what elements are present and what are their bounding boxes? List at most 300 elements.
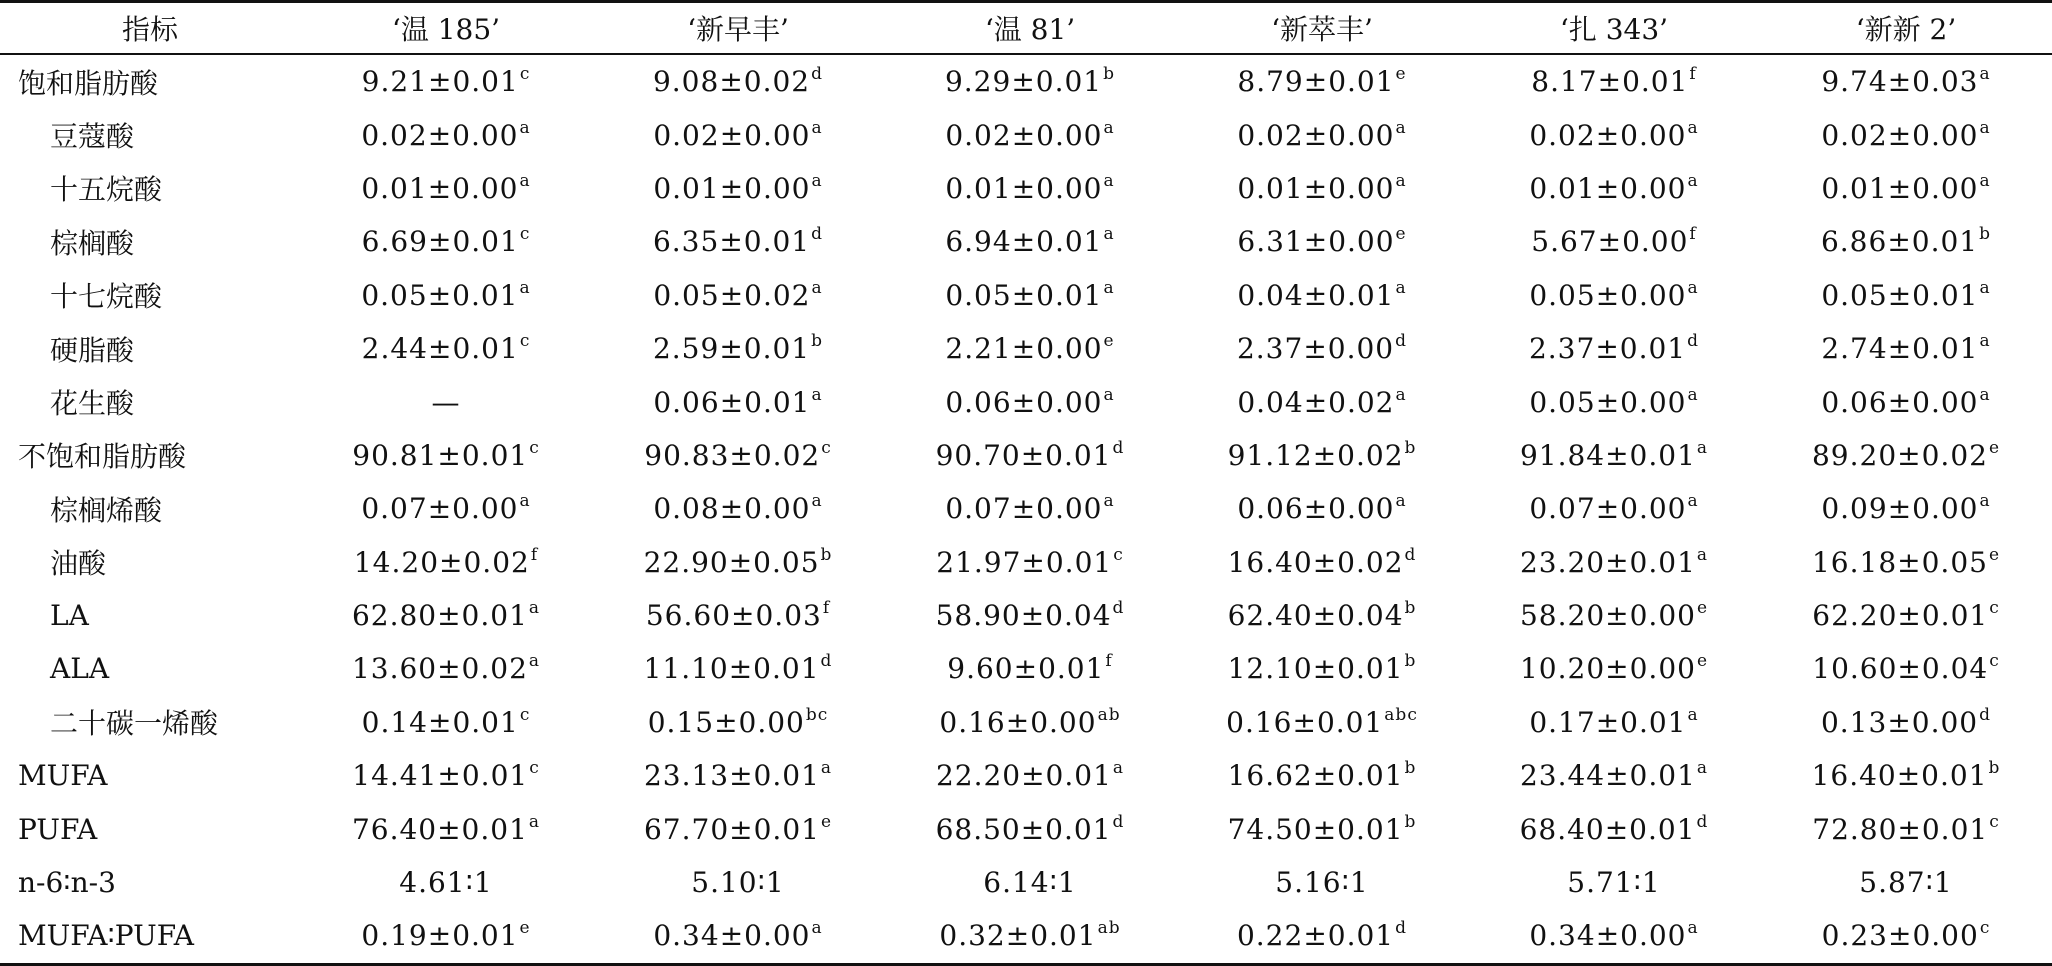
table-cell: [1468, 856, 1760, 909]
cell-value: 67.70±0.01: [643, 812, 820, 846]
significance-letter: b: [1404, 811, 1417, 832]
significance-letter: a: [811, 170, 823, 191]
table-cell: [1468, 802, 1760, 855]
cell-value: 0.05±0.00: [1529, 278, 1687, 312]
row-label: 硬脂酸: [50, 333, 135, 367]
cell-value: 0.02±0.00: [1821, 118, 1979, 152]
table-cell: [1760, 802, 2052, 855]
significance-letter: b: [1103, 64, 1116, 85]
significance-letter: c: [529, 437, 540, 458]
cell-value: 10.60±0.04: [1812, 652, 1989, 686]
table-row: [0, 54, 2052, 108]
cell-value: 5.10∶1: [691, 866, 785, 900]
significance-letter: b: [1979, 224, 1992, 245]
table-row: [0, 108, 2052, 161]
table-cell: [1468, 108, 1760, 161]
table-cell: [1468, 536, 1760, 589]
table-cell: [1468, 642, 1760, 695]
significance-letter: bc: [805, 704, 829, 725]
table-cell: [1468, 749, 1760, 802]
significance-letter: a: [519, 277, 531, 298]
table-row: [0, 322, 2052, 375]
table-cell: [592, 642, 884, 695]
table-cell: [300, 375, 592, 428]
table-cell: [884, 269, 1176, 322]
table-cell: [1176, 589, 1468, 642]
significance-letter: a: [1687, 117, 1699, 138]
cell-value: 2.44±0.01: [361, 332, 519, 366]
table-cell: [1176, 162, 1468, 215]
table-cell: [1760, 856, 2052, 909]
cell-value: 89.20±0.02: [1811, 438, 1988, 472]
significance-letter: a: [1696, 437, 1709, 458]
significance-letter: a: [1687, 277, 1699, 298]
cell-value: 2.74±0.01: [1821, 332, 1979, 366]
cell-value: 16.40±0.01: [1811, 759, 1988, 793]
cell-value: 22.90±0.05: [643, 545, 820, 579]
significance-letter: a: [1979, 384, 1991, 405]
cell-value: 22.20±0.01: [935, 759, 1112, 793]
significance-letter: a: [1103, 384, 1115, 405]
significance-letter: a: [1979, 277, 1991, 298]
table-cell: [884, 429, 1176, 482]
significance-letter: a: [1687, 918, 1699, 939]
table-cell: [884, 54, 1176, 108]
cell-value: 0.01±0.00: [1529, 171, 1687, 205]
cell-value: 12.10±0.01: [1227, 652, 1404, 686]
significance-letter: e: [820, 811, 833, 832]
table-cell: [592, 269, 884, 322]
row-label: 不饱和脂肪酸: [18, 440, 187, 474]
cell-value: 0.06±0.01: [653, 385, 811, 419]
table-cell: [592, 429, 884, 482]
cell-value: 0.22±0.01: [1236, 919, 1395, 953]
cell-value: 2.37±0.00: [1236, 332, 1395, 366]
table-row: [0, 856, 2052, 909]
cell-value: 2.59±0.01: [652, 332, 811, 366]
cell-value: 0.05±0.00: [1529, 385, 1687, 419]
significance-letter: a: [1395, 170, 1407, 191]
table-cell: [1468, 215, 1760, 268]
table-cell: [884, 856, 1176, 909]
table-row: [0, 802, 2052, 855]
cell-value: 0.05±0.02: [653, 278, 811, 312]
row-label: LA: [50, 599, 89, 633]
table-cell: [1468, 269, 1760, 322]
table-row: [0, 375, 2052, 428]
cell-value: 0.05±0.01: [945, 278, 1103, 312]
table-cell: [1468, 589, 1760, 642]
significance-letter: f: [1105, 651, 1113, 672]
table-cell: [1468, 54, 1760, 108]
cell-value: 0.02±0.00: [653, 118, 811, 152]
table-row: [0, 696, 2052, 749]
significance-letter: a: [1687, 170, 1699, 191]
row-label: ALA: [50, 652, 110, 686]
table-cell: [1760, 429, 2052, 482]
cell-value: 91.12±0.02: [1227, 438, 1404, 472]
cell-value: 14.20±0.02: [353, 545, 530, 579]
header-indicator: 指标: [121, 13, 178, 46]
cell-value: 0.02±0.00: [1529, 118, 1687, 152]
cell-value: 6.31±0.00: [1237, 225, 1395, 259]
header-variety-3: ‘温 81’: [984, 13, 1076, 46]
table-cell: [1468, 696, 1760, 749]
cell-value: 0.14±0.01: [361, 705, 519, 739]
table-cell: [300, 536, 592, 589]
significance-letter: a: [519, 170, 531, 191]
cell-value: 6.69±0.01: [361, 225, 519, 259]
cell-value: 58.20±0.00: [1519, 599, 1696, 633]
header-variety-1: ‘温 185’: [391, 13, 501, 46]
significance-letter: f: [1689, 64, 1697, 85]
table-cell: [300, 909, 592, 964]
cell-value: 0.16±0.01: [1226, 705, 1384, 739]
cell-value: 23.20±0.01: [1519, 545, 1696, 579]
cell-value: 0.19±0.01: [361, 919, 519, 953]
table-cell: [1760, 909, 2052, 964]
table-cell: [300, 54, 592, 108]
cell-value: 6.94±0.01: [945, 225, 1103, 259]
cell-value: 0.05±0.01: [361, 278, 519, 312]
significance-letter: a: [1979, 64, 1991, 85]
cell-value: 0.01±0.00: [945, 171, 1103, 205]
significance-letter: e: [1103, 331, 1115, 352]
cell-value: 0.06±0.00: [1821, 385, 1979, 419]
significance-letter: a: [1696, 544, 1709, 565]
table-cell: [592, 909, 884, 964]
significance-letter: a: [1103, 277, 1115, 298]
table-cell: [300, 856, 592, 909]
table-cell: [1176, 482, 1468, 535]
table-cell: [1176, 322, 1468, 375]
significance-letter: a: [528, 598, 541, 619]
significance-letter: a: [1979, 331, 1991, 352]
significance-letter: a: [1395, 117, 1407, 138]
cell-value: 0.07±0.00: [1529, 492, 1687, 526]
table-cell: [884, 536, 1176, 589]
cell-value: 72.80±0.01: [1812, 812, 1989, 846]
table-cell: [592, 536, 884, 589]
significance-letter: b: [1404, 437, 1417, 458]
significance-letter: a: [1687, 704, 1699, 725]
significance-letter: a: [1395, 277, 1407, 298]
significance-letter: c: [1989, 651, 2000, 672]
cell-value: 0.04±0.01: [1237, 278, 1395, 312]
table-cell: [1468, 375, 1760, 428]
cell-value: 13.60±0.02: [351, 652, 528, 686]
significance-letter: abc: [1384, 704, 1418, 725]
table-cell: [1760, 696, 2052, 749]
table-cell: [884, 108, 1176, 161]
significance-letter: b: [1404, 651, 1417, 672]
cell-value: 8.79±0.01: [1237, 65, 1395, 99]
table-row: [0, 162, 2052, 215]
significance-letter: c: [519, 704, 531, 725]
significance-letter: e: [1696, 598, 1709, 619]
row-label: 棕榈烯酸: [50, 493, 163, 527]
cell-value: 90.70±0.01: [935, 438, 1112, 472]
table-cell: [1176, 429, 1468, 482]
table-cell: [1176, 54, 1468, 108]
significance-letter: e: [1696, 651, 1709, 672]
row-label: MUFA∶PUFA: [18, 919, 194, 953]
significance-letter: c: [1113, 544, 1124, 565]
table-cell: [592, 749, 884, 802]
cell-value: 62.40±0.04: [1227, 599, 1404, 633]
cell-value: 76.40±0.01: [351, 812, 528, 846]
significance-letter: f: [822, 598, 831, 619]
significance-letter: a: [811, 384, 823, 405]
cell-value: 23.44±0.01: [1519, 759, 1696, 793]
cell-value: 9.29±0.01: [944, 65, 1103, 99]
cell-value: 23.13±0.01: [643, 759, 820, 793]
significance-letter: c: [1979, 918, 1991, 939]
table-cell: [1760, 642, 2052, 695]
cell-value: 0.01±0.00: [1821, 171, 1979, 205]
cell-value: 5.67±0.00: [1531, 225, 1689, 259]
table-cell: [300, 589, 592, 642]
significance-letter: d: [811, 64, 824, 85]
table-cell: [300, 108, 592, 161]
table-cell: [1176, 108, 1468, 161]
significance-letter: a: [811, 277, 823, 298]
cell-value: 2.37±0.01: [1528, 332, 1687, 366]
row-label: 油酸: [50, 547, 107, 581]
cell-value: 0.17±0.01: [1529, 705, 1687, 739]
table-cell: [592, 802, 884, 855]
significance-letter: d: [1112, 598, 1125, 619]
significance-letter: d: [1404, 544, 1417, 565]
cell-value: 6.14∶1: [983, 866, 1077, 900]
significance-letter: f: [1689, 224, 1697, 245]
cell-value: 6.35±0.01: [652, 225, 811, 259]
significance-letter: a: [1979, 491, 1991, 512]
row-label: 豆蔻酸: [50, 120, 135, 154]
table-cell: [300, 749, 592, 802]
table-cell: [1468, 162, 1760, 215]
table-cell: [1760, 589, 2052, 642]
row-label: 棕榈酸: [50, 226, 135, 260]
table-cell: [1760, 215, 2052, 268]
table-body: [0, 54, 2052, 964]
significance-letter: a: [519, 491, 531, 512]
cell-value: 0.07±0.00: [945, 492, 1103, 526]
significance-letter: d: [1112, 437, 1125, 458]
significance-letter: c: [519, 64, 531, 85]
table-cell: [300, 162, 592, 215]
significance-letter: a: [528, 651, 541, 672]
cell-value: 14.41±0.01: [352, 759, 529, 793]
header-variety-4: ‘新萃丰’: [1271, 13, 1373, 46]
cell-value: 0.08±0.00: [653, 492, 811, 526]
table-cell: [1760, 322, 2052, 375]
table-cell: [300, 802, 592, 855]
significance-letter: b: [820, 544, 833, 565]
significance-letter: ab: [1097, 704, 1121, 725]
cell-value: —: [431, 385, 461, 419]
cell-value: 5.71∶1: [1567, 866, 1661, 900]
significance-letter: c: [519, 331, 531, 352]
cell-value: 90.83±0.02: [644, 438, 821, 472]
cell-value: 0.06±0.00: [945, 385, 1103, 419]
cell-value: 9.74±0.03: [1821, 65, 1979, 99]
table-cell: [884, 589, 1176, 642]
significance-letter: a: [1103, 491, 1115, 512]
table-cell: [1760, 269, 2052, 322]
cell-value: 58.90±0.04: [935, 599, 1112, 633]
cell-value: 8.17±0.01: [1531, 65, 1689, 99]
cell-value: 11.10±0.01: [643, 652, 820, 686]
table-cell: [1468, 909, 1760, 964]
header-variety-6: ‘新新 2’: [1855, 13, 1957, 46]
cell-value: 9.08±0.02: [652, 65, 811, 99]
table-cell: [1176, 856, 1468, 909]
table-cell: [1760, 108, 2052, 161]
cell-value: 2.21±0.00: [945, 332, 1103, 366]
table-row: [0, 482, 2052, 535]
cell-value: 0.34±0.00: [1529, 919, 1687, 953]
significance-letter: a: [1979, 117, 1991, 138]
cell-value: 16.18±0.05: [1811, 545, 1988, 579]
table-cell: [300, 696, 592, 749]
significance-letter: e: [519, 918, 531, 939]
table-cell: [592, 696, 884, 749]
table-cell: [592, 162, 884, 215]
row-label: 十五烷酸: [50, 173, 163, 207]
cell-value: 0.06±0.00: [1237, 492, 1395, 526]
significance-letter: ab: [1097, 918, 1121, 939]
cell-value: 10.20±0.00: [1519, 652, 1696, 686]
table-cell: [592, 215, 884, 268]
significance-letter: d: [1395, 331, 1408, 352]
cell-value: 0.02±0.00: [361, 118, 519, 152]
cell-value: 5.87∶1: [1859, 866, 1953, 900]
table-cell: [300, 269, 592, 322]
cell-value: 91.84±0.01: [1519, 438, 1696, 472]
cell-value: 0.09±0.00: [1821, 492, 1979, 526]
significance-letter: b: [811, 331, 824, 352]
table-cell: [1176, 536, 1468, 589]
table-cell: [884, 802, 1176, 855]
table-cell: [884, 322, 1176, 375]
cell-value: 0.32±0.01: [939, 919, 1097, 953]
significance-letter: e: [1395, 224, 1407, 245]
table-row: [0, 536, 2052, 589]
table-row: [0, 589, 2052, 642]
table-cell: [884, 215, 1176, 268]
table-row: [0, 642, 2052, 695]
table-cell: [300, 642, 592, 695]
table-cell: [592, 322, 884, 375]
cell-value: 9.60±0.01: [947, 652, 1105, 686]
table-cell: [1176, 749, 1468, 802]
significance-letter: a: [1103, 224, 1115, 245]
significance-letter: a: [1687, 384, 1699, 405]
cell-value: 0.05±0.01: [1821, 278, 1979, 312]
cell-value: 9.21±0.01: [361, 65, 519, 99]
significance-letter: c: [821, 437, 832, 458]
table-cell: [884, 696, 1176, 749]
table-cell: [1760, 536, 2052, 589]
cell-value: 0.02±0.00: [945, 118, 1103, 152]
cell-value: 0.01±0.00: [1237, 171, 1395, 205]
cell-value: 0.15±0.00: [647, 705, 805, 739]
cell-value: 0.13±0.00: [1820, 705, 1979, 739]
table-cell: [592, 856, 884, 909]
table-cell: [884, 642, 1176, 695]
significance-letter: c: [1989, 598, 2000, 619]
significance-letter: d: [1696, 811, 1709, 832]
row-label: 二十碳一烯酸: [50, 707, 219, 741]
cell-value: 0.34±0.00: [653, 919, 811, 953]
table-cell: [1760, 54, 2052, 108]
cell-value: 21.97±0.01: [936, 545, 1113, 579]
table-cell: [884, 375, 1176, 428]
row-label: 饱和脂肪酸: [18, 66, 159, 100]
table-header: [0, 2, 2052, 55]
significance-letter: a: [811, 117, 823, 138]
cell-value: 6.86±0.01: [1820, 225, 1979, 259]
table-cell: [1176, 909, 1468, 964]
significance-letter: a: [1687, 491, 1699, 512]
cell-value: 56.60±0.03: [645, 599, 822, 633]
cell-value: 62.20±0.01: [1812, 599, 1989, 633]
table-cell: [1176, 375, 1468, 428]
row-label: 十七烷酸: [50, 280, 163, 314]
significance-letter: e: [1988, 437, 2001, 458]
table-cell: [300, 215, 592, 268]
table-row: [0, 909, 2052, 964]
cell-value: 16.62±0.01: [1227, 759, 1404, 793]
cell-value: 68.40±0.01: [1519, 812, 1696, 846]
significance-letter: c: [519, 224, 531, 245]
table-cell: [300, 322, 592, 375]
significance-letter: d: [1112, 811, 1125, 832]
table-cell: [1176, 215, 1468, 268]
table-cell: [884, 482, 1176, 535]
significance-letter: e: [1988, 544, 2001, 565]
significance-letter: d: [1687, 331, 1700, 352]
table-cell: [1468, 322, 1760, 375]
row-label: 花生酸: [50, 387, 135, 421]
significance-letter: a: [1979, 170, 1991, 191]
significance-letter: d: [811, 224, 824, 245]
table-cell: [592, 589, 884, 642]
table-cell: [592, 54, 884, 108]
significance-letter: e: [1395, 64, 1407, 85]
table-cell: [1760, 482, 2052, 535]
cell-value: 16.40±0.02: [1227, 545, 1404, 579]
significance-letter: a: [811, 491, 823, 512]
cell-value: 5.16∶1: [1275, 866, 1369, 900]
table-cell: [1176, 696, 1468, 749]
significance-letter: d: [1979, 704, 1992, 725]
cell-value: 4.61∶1: [399, 866, 493, 900]
significance-letter: a: [528, 811, 541, 832]
significance-letter: c: [1989, 811, 2000, 832]
cell-value: 0.04±0.02: [1237, 385, 1395, 419]
significance-letter: d: [820, 651, 833, 672]
row-label: n-6∶n-3: [18, 866, 116, 900]
header-variety-2: ‘新早丰’: [687, 13, 789, 46]
significance-letter: b: [1404, 598, 1417, 619]
significance-letter: a: [820, 758, 833, 779]
table-cell: [300, 482, 592, 535]
table-row: [0, 429, 2052, 482]
cell-value: 74.50±0.01: [1227, 812, 1404, 846]
cell-value: 0.01±0.00: [361, 171, 519, 205]
